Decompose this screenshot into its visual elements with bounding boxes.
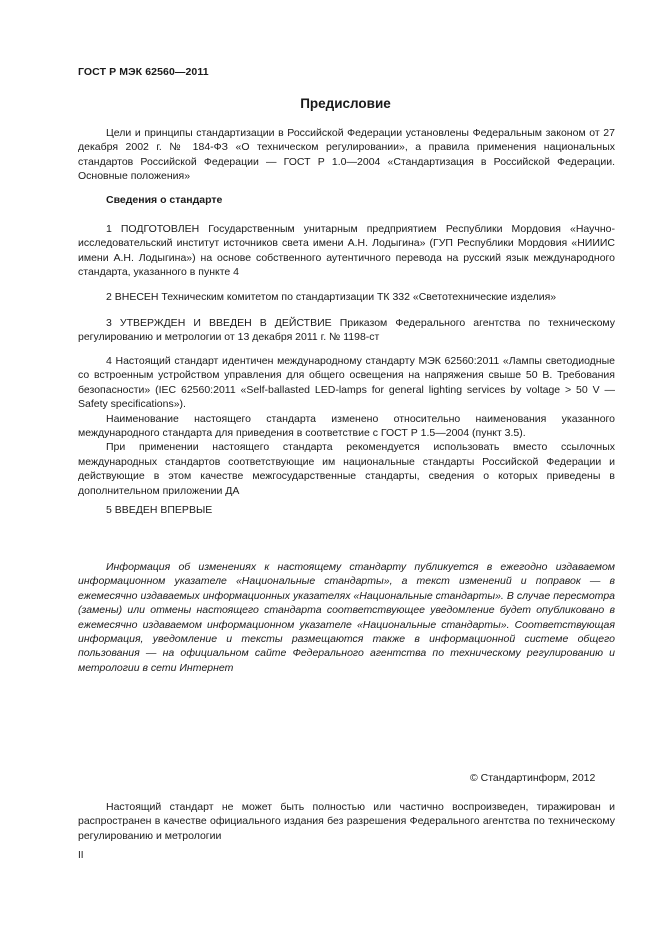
item-5 [78,503,615,517]
item-3-text: 3 УТВЕРЖДЕН И ВВЕДЕН В ДЕЙСТВИЕ Приказом Федерального агентства по техническому регулированию и метрологии от 13 декабря 2011 г. № 1198-ст [78,317,615,344]
document-code-header: ГОСТ Р МЭК 62560—2011 [78,66,209,78]
item-2-text: 2 ВНЕСЕН Техническим комитетом по стандартизации ТК 332 «Светотехнические изделия» [106,291,557,303]
item-3 [78,316,615,345]
item-1 [78,222,615,280]
footer-paragraph: Настоящий стандарт не может быть полностью или частично воспроизведен, тиражирован и распространен в качестве официального издания без разрешения Федерального агентства по техническому регулированию и метрологии [78,801,615,842]
item-4 [78,354,615,498]
footer-block [78,800,615,843]
item-2 [78,290,615,304]
section-title: Сведения о стандарте [106,194,223,206]
notice-block [78,560,615,675]
intro-paragraph: Цели и принципы стандартизации в Российской Федерации установлены Федеральным законом от 27 декабря 2002 г. № 184-ФЗ «О техническом регулировании», а правила применения национальных стандартов Российской Федерации — ГОСТ Р 1.0—2004 «Стандартизация в Российской Федерации. Основные положения» [78,127,615,183]
notice-paragraph: Информация об изменениях к настоящему стандарту публикуется в ежегодно издаваемом информационном указателе «Национальные стандарты», а текст изменений и поправок — в ежемесячно издаваемых информационных указателях «Национальные стандарты». В случае пересмотра (замены) или отмены настоящего стандарта соответствующее уведомление будет опубликовано в ежемесячно издаваемом информационном указателе «Национальные стандарты». Соответствующая информация, уведомление и тексты размещаются также в информационной системе общего пользования — на официальном сайте Федерального агентства по техническому регулированию и метрологии в сети Интернет [78,561,615,674]
page-title: Предисловие [300,96,391,111]
page-number: II [78,850,84,861]
item-5-text: 5 ВВЕДЕН ВПЕРВЫЕ [106,504,213,516]
item-1-text: 1 ПОДГОТОВЛЕН Государственным унитарным предприятием Республики Мордовия «Научно-исследовательский институт источников света имени А.Н. Лодыгина» (ГУП Республики Мордовия «НИИИС имени А.Н. Лодыгина») на основе собственного аутентичного перевода на русский язык международного стандарта, указанного в пункте 4 [78,223,615,279]
item-4-reference-note: При применении настоящего стандарта рекомендуется использовать вместо ссылочных международных стандартов соответствующие им национальные стандарты Российской Федерации и действующие в этом качестве межгосударственные стандарты, сведения о которых приведены в дополнительном приложении ДА [78,441,615,497]
intro-block [78,126,615,184]
item-4-text: 4 Настоящий стандарт идентичен международному стандарту МЭК 62560:2011 «Лампы светодиодные со встроенным устройством управления для общего освещения на напряжения свыше 50 В. Требования безопасности» (IEC 62560:2011 «Self-ballasted LED-lamps for general lighting services by voltage > 50 V — Safety specifications»). [78,355,615,411]
copyright-line: © Стандартинформ, 2012 [470,772,596,784]
item-4-rename-note: Наименование настоящего стандарта изменено относительно наименования указанного международного стандарта для приведения в соответствие с ГОСТ Р 1.5—2004 (пункт 3.5). [78,412,615,440]
